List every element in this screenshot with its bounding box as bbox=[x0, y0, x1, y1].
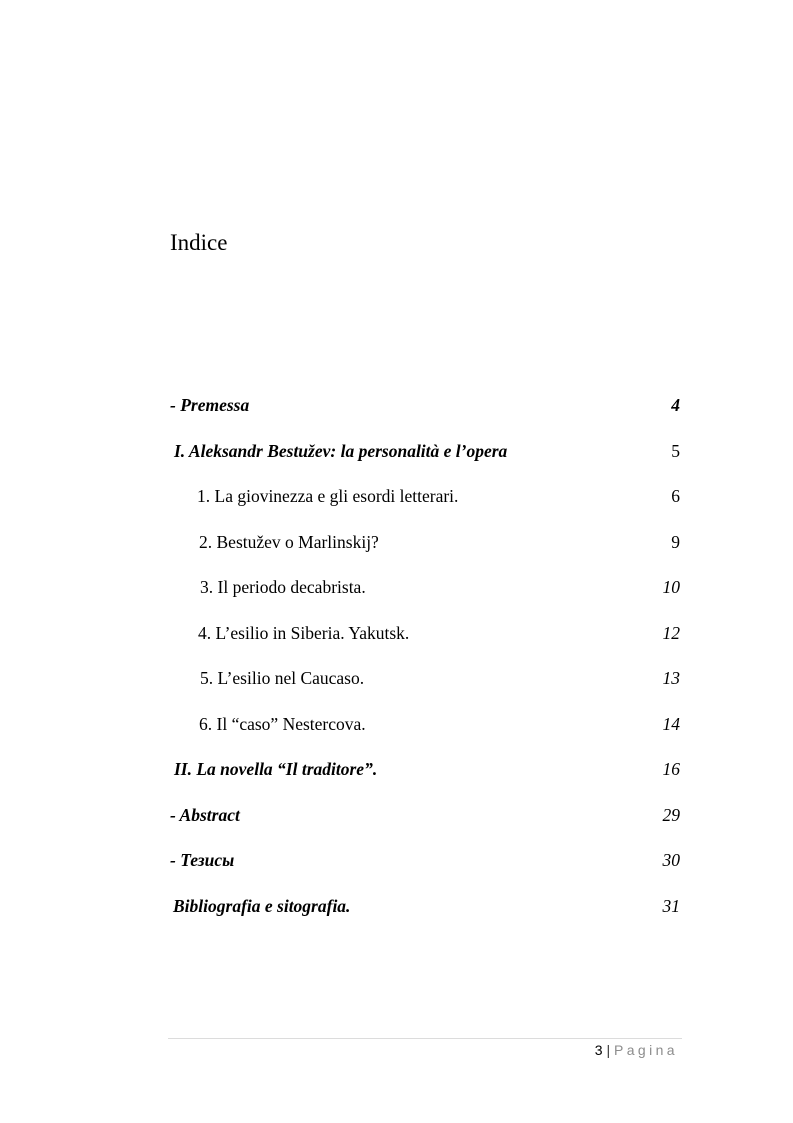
toc-entry-premessa[interactable] bbox=[0, 393, 793, 417]
toc-entry-page: 14 bbox=[662, 714, 680, 734]
footer-separator: | bbox=[606, 1042, 611, 1058]
toc-entry-section-5[interactable] bbox=[0, 666, 793, 690]
toc-entry-page: 31 bbox=[662, 896, 680, 916]
toc-entry-page: 30 bbox=[662, 850, 680, 870]
toc-entry-page: 6 bbox=[671, 486, 680, 506]
toc-entry-page: 13 bbox=[662, 668, 680, 688]
toc-entry-label: 4. L’esilio in Siberia. Yakutsk. bbox=[198, 623, 410, 643]
page-title: Indice bbox=[170, 230, 228, 255]
toc-entry-section-6[interactable] bbox=[0, 712, 793, 736]
page-footer bbox=[595, 1040, 678, 1060]
toc-entry-label: - Тезисы bbox=[170, 850, 235, 870]
page-number: 3 bbox=[594, 1042, 603, 1058]
toc-entry-label: 3. Il periodo decabrista. bbox=[200, 577, 366, 597]
toc-entry-label: 2. Bestužev o Marlinskij? bbox=[199, 532, 379, 552]
toc-entry-tezisy[interactable] bbox=[0, 848, 793, 872]
footer-page-word: Pagina bbox=[614, 1042, 678, 1058]
toc-entry-label: - Abstract bbox=[170, 805, 240, 825]
toc-entry-page: 16 bbox=[662, 759, 680, 779]
toc-entry-chapter-1[interactable] bbox=[0, 439, 793, 463]
toc-entry-label: - Premessa bbox=[170, 395, 250, 415]
toc-entry-section-2[interactable] bbox=[0, 530, 793, 554]
toc-entry-bibliografia[interactable] bbox=[0, 894, 793, 918]
toc-entry-page: 10 bbox=[662, 577, 680, 597]
toc-entry-label: 6. Il “caso” Nestercova. bbox=[199, 714, 366, 734]
toc-entry-section-3[interactable] bbox=[0, 575, 793, 599]
toc-entry-label: 5. L’esilio nel Caucaso. bbox=[200, 668, 365, 688]
footer-divider bbox=[168, 1038, 682, 1039]
toc-entry-section-1[interactable] bbox=[0, 484, 793, 508]
toc-entry-label: 1. La giovinezza e gli esordi letterari. bbox=[197, 486, 459, 506]
toc-entry-page: 9 bbox=[671, 532, 680, 552]
toc-entry-label: Bibliografia e sitografia. bbox=[173, 896, 351, 916]
toc-entry-page: 29 bbox=[662, 805, 680, 825]
toc-entry-chapter-2[interactable] bbox=[0, 757, 793, 781]
toc-entry-page: 4 bbox=[671, 395, 680, 415]
toc-entry-label: II. La novella “Il traditore”. bbox=[174, 759, 378, 779]
toc-entry-page: 5 bbox=[671, 441, 680, 461]
toc-entry-abstract[interactable] bbox=[0, 803, 793, 827]
toc-entry-page: 12 bbox=[662, 623, 680, 643]
toc-entry-label: I. Aleksandr Bestužev: la personalità e l’opera bbox=[174, 441, 508, 461]
toc-entry-section-4[interactable] bbox=[0, 621, 793, 645]
